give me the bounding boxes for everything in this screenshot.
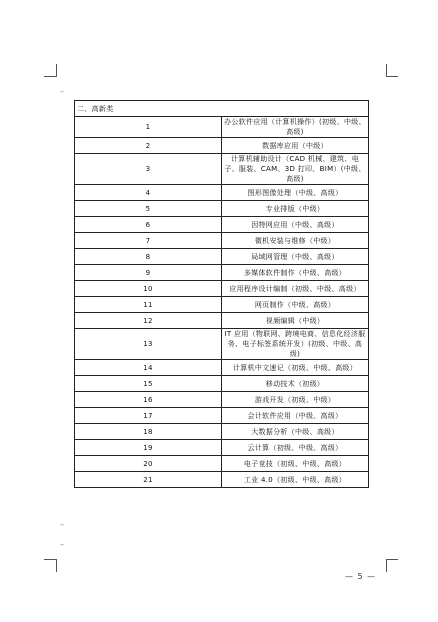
table-row <box>75 185 369 201</box>
section-title: 二、高新类 <box>75 101 369 117</box>
paragraph-mark: ., <box>60 87 64 94</box>
table-row <box>75 233 369 249</box>
row-number: 19 <box>75 440 222 456</box>
table-row <box>75 313 369 329</box>
row-number: 6 <box>75 217 222 233</box>
row-number: 21 <box>75 472 222 488</box>
table-row <box>75 408 369 424</box>
course-name: 云计算（初级、中级、高级） <box>222 440 369 456</box>
course-table <box>74 100 369 488</box>
table-row <box>75 329 369 360</box>
table-row <box>75 472 369 488</box>
course-name: 工业 4.0（初级、中级、高级） <box>222 472 369 488</box>
row-number: 13 <box>75 329 222 360</box>
row-number: 11 <box>75 297 222 313</box>
row-number: 16 <box>75 392 222 408</box>
row-number: 20 <box>75 456 222 472</box>
course-name: 游戏开发（初级、中级） <box>222 392 369 408</box>
table-row <box>75 424 369 440</box>
course-name: 办公软件应用（计算机操作）(初级、中级、高级) <box>222 117 369 138</box>
table-row <box>75 297 369 313</box>
row-number: 17 <box>75 408 222 424</box>
row-number: 12 <box>75 313 222 329</box>
row-number: 5 <box>75 201 222 217</box>
row-number: 4 <box>75 185 222 201</box>
table-row <box>75 281 369 297</box>
row-number: 18 <box>75 424 222 440</box>
course-name: 电子竞技（初级、中级、高级） <box>222 456 369 472</box>
row-number: 2 <box>75 138 222 154</box>
course-name: 会计软件应用（中级、高级） <box>222 408 369 424</box>
course-name: 大数据分析（中级、高级） <box>222 424 369 440</box>
page-number: — 5 — <box>345 572 377 581</box>
course-name: 视频编辑（中级） <box>222 313 369 329</box>
table-row <box>75 201 369 217</box>
row-number: 9 <box>75 265 222 281</box>
course-name: 局域网管理（中级、高级） <box>222 249 369 265</box>
table-row <box>75 360 369 376</box>
row-number: 14 <box>75 360 222 376</box>
course-name: 因特网应用（中级、高级） <box>222 217 369 233</box>
table-row <box>75 440 369 456</box>
paragraph-mark: ., <box>60 540 64 547</box>
table-row <box>75 265 369 281</box>
course-name: 计算机辅助设计（CAD 机械、建筑、电子、服装、CAM、3D 打印、BIM）(中级、高级) <box>222 154 369 185</box>
table-row <box>75 392 369 408</box>
course-name: 多媒体软件制作（中级、高级） <box>222 265 369 281</box>
paragraph-mark: ., <box>60 520 64 527</box>
course-name: 应用程序设计编制（初级、中级、高级） <box>222 281 369 297</box>
course-name: 微机安装与维修（中级） <box>222 233 369 249</box>
course-name: 图形图像处理（中级、高级） <box>222 185 369 201</box>
table-row <box>75 138 369 154</box>
table-row <box>75 117 369 138</box>
table-row <box>75 217 369 233</box>
course-name: 移动技术（初级） <box>222 376 369 392</box>
row-number: 15 <box>75 376 222 392</box>
row-number: 1 <box>75 117 222 138</box>
table-row <box>75 154 369 185</box>
table-row <box>75 249 369 265</box>
table-row <box>75 456 369 472</box>
table-row <box>75 376 369 392</box>
row-number: 3 <box>75 154 222 185</box>
course-name: 数据库应用（中级） <box>222 138 369 154</box>
course-name: IT 应用（物联网、跨境电商、信息化经济服务、电子标签系统开发）(初级、中级、高级) <box>222 329 369 360</box>
course-name: 专业排版（中级） <box>222 201 369 217</box>
course-name: 计算机中文速记（初级、中级、高级） <box>222 360 369 376</box>
course-name: 网页制作（中级、高级） <box>222 297 369 313</box>
row-number: 8 <box>75 249 222 265</box>
row-number: 10 <box>75 281 222 297</box>
row-number: 7 <box>75 233 222 249</box>
section-header-row <box>75 101 369 117</box>
